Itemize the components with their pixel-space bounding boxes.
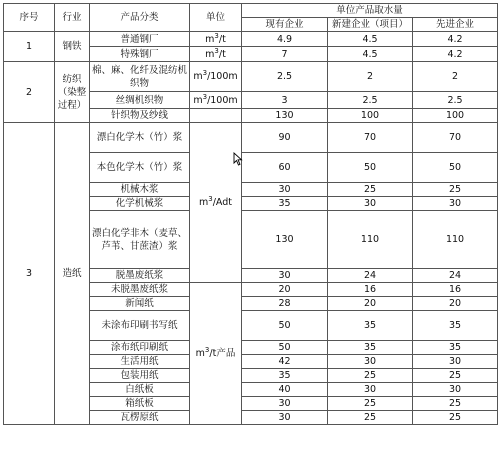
category-cell: 脱墨废纸浆 <box>90 269 190 283</box>
advanced-value: 35 <box>413 341 498 355</box>
header-existing: 现有企业 <box>242 18 328 32</box>
advanced-value: 16 <box>413 283 498 297</box>
category-cell: 包装用纸 <box>90 369 190 383</box>
header-new: 新建企业（项目） <box>328 18 413 32</box>
advanced-value: 35 <box>413 311 498 341</box>
new-value: 25 <box>328 183 413 197</box>
category-cell: 普通钢厂 <box>90 32 190 47</box>
category-cell: 特殊钢厂 <box>90 47 190 62</box>
advanced-value: 25 <box>413 397 498 411</box>
new-value: 16 <box>328 283 413 297</box>
category-cell: 未脱墨废纸浆 <box>90 283 190 297</box>
advanced-value: 30 <box>413 355 498 369</box>
header-advanced: 先进企业 <box>413 18 498 32</box>
category-cell: 漂白化学非木（麦草、芦苇、甘蔗渣）浆 <box>90 211 190 269</box>
category-cell: 新闻纸 <box>90 297 190 311</box>
existing-value: 35 <box>242 197 328 211</box>
new-value: 110 <box>328 211 413 269</box>
unit-cell: $m^3/t$ <box>190 47 242 62</box>
new-value: 30 <box>328 355 413 369</box>
group-seq: 1 <box>4 32 55 62</box>
advanced-value: 25 <box>413 183 498 197</box>
group-seq: 2 <box>4 62 55 123</box>
category-cell: 本色化学木（竹）浆 <box>90 153 190 183</box>
group-industry: 造纸 <box>55 123 90 425</box>
unit-cell: $m^3/t$ <box>190 32 242 47</box>
advanced-value: 25 <box>413 369 498 383</box>
header-category: 产品分类 <box>90 4 190 32</box>
new-value: 50 <box>328 153 413 183</box>
new-value: 20 <box>328 297 413 311</box>
category-cell: 涂布纸印刷纸 <box>90 341 190 355</box>
new-value: 30 <box>328 197 413 211</box>
unit-cell <box>190 109 242 123</box>
group-seq: 3 <box>4 123 55 425</box>
unit-cell: $m^3/t$产品 <box>190 283 242 425</box>
advanced-value: 50 <box>413 153 498 183</box>
existing-value: 7 <box>242 47 328 62</box>
category-cell: 白纸板 <box>90 383 190 397</box>
new-value: 70 <box>328 123 413 153</box>
existing-value: 35 <box>242 369 328 383</box>
existing-value: 60 <box>242 153 328 183</box>
header-industry: 行业 <box>55 4 90 32</box>
advanced-value: 2.5 <box>413 92 498 109</box>
existing-value: 130 <box>242 109 328 123</box>
category-cell: 未涂布印刷书写纸 <box>90 311 190 341</box>
existing-value: 30 <box>242 397 328 411</box>
advanced-value: 110 <box>413 211 498 269</box>
new-value: 35 <box>328 311 413 341</box>
existing-value: 30 <box>242 183 328 197</box>
new-value: 35 <box>328 341 413 355</box>
advanced-value: 30 <box>413 197 498 211</box>
category-cell: 瓦楞原纸 <box>90 411 190 425</box>
existing-value: 42 <box>242 355 328 369</box>
advanced-value: 4.2 <box>413 47 498 62</box>
category-cell: 箱纸板 <box>90 397 190 411</box>
mouse-cursor-icon <box>233 152 243 166</box>
advanced-value: 24 <box>413 269 498 283</box>
header-unit: 单位 <box>190 4 242 32</box>
header-group: 单位产品取水量 <box>242 4 498 18</box>
existing-value: 90 <box>242 123 328 153</box>
header-seq: 序号 <box>4 4 55 32</box>
group-industry: 钢铁 <box>55 32 90 62</box>
unit-cell: $m^3$/Adt <box>190 123 242 283</box>
unit-cell: $m^3/100m$ <box>190 92 242 109</box>
new-value: 25 <box>328 411 413 425</box>
advanced-value: 4.2 <box>413 32 498 47</box>
existing-value: 50 <box>242 341 328 355</box>
existing-value: 30 <box>242 269 328 283</box>
existing-value: 40 <box>242 383 328 397</box>
category-cell: 生活用纸 <box>90 355 190 369</box>
existing-value: 130 <box>242 211 328 269</box>
category-cell: 针织物及纱线 <box>90 109 190 123</box>
water-quota-table <box>3 3 498 425</box>
existing-value: 28 <box>242 297 328 311</box>
new-value: 2 <box>328 62 413 92</box>
new-value: 100 <box>328 109 413 123</box>
new-value: 24 <box>328 269 413 283</box>
new-value: 2.5 <box>328 92 413 109</box>
existing-value: 50 <box>242 311 328 341</box>
category-cell: 漂白化学木（竹）浆 <box>90 123 190 153</box>
new-value: 4.5 <box>328 47 413 62</box>
new-value: 25 <box>328 397 413 411</box>
existing-value: 3 <box>242 92 328 109</box>
existing-value: 4.9 <box>242 32 328 47</box>
group-industry: 纺织（染整过程） <box>55 62 90 123</box>
advanced-value: 2 <box>413 62 498 92</box>
advanced-value: 70 <box>413 123 498 153</box>
category-cell: 棉、麻、化纤及混纺机织物 <box>90 62 190 92</box>
advanced-value: 25 <box>413 411 498 425</box>
category-cell: 丝绸机织物 <box>90 92 190 109</box>
new-value: 30 <box>328 383 413 397</box>
existing-value: 2.5 <box>242 62 328 92</box>
new-value: 25 <box>328 369 413 383</box>
advanced-value: 100 <box>413 109 498 123</box>
existing-value: 30 <box>242 411 328 425</box>
category-cell: 机械木浆 <box>90 183 190 197</box>
category-cell: 化学机械浆 <box>90 197 190 211</box>
new-value: 4.5 <box>328 32 413 47</box>
advanced-value: 20 <box>413 297 498 311</box>
unit-cell: $m^3/100m$ <box>190 62 242 92</box>
existing-value: 20 <box>242 283 328 297</box>
advanced-value: 30 <box>413 383 498 397</box>
